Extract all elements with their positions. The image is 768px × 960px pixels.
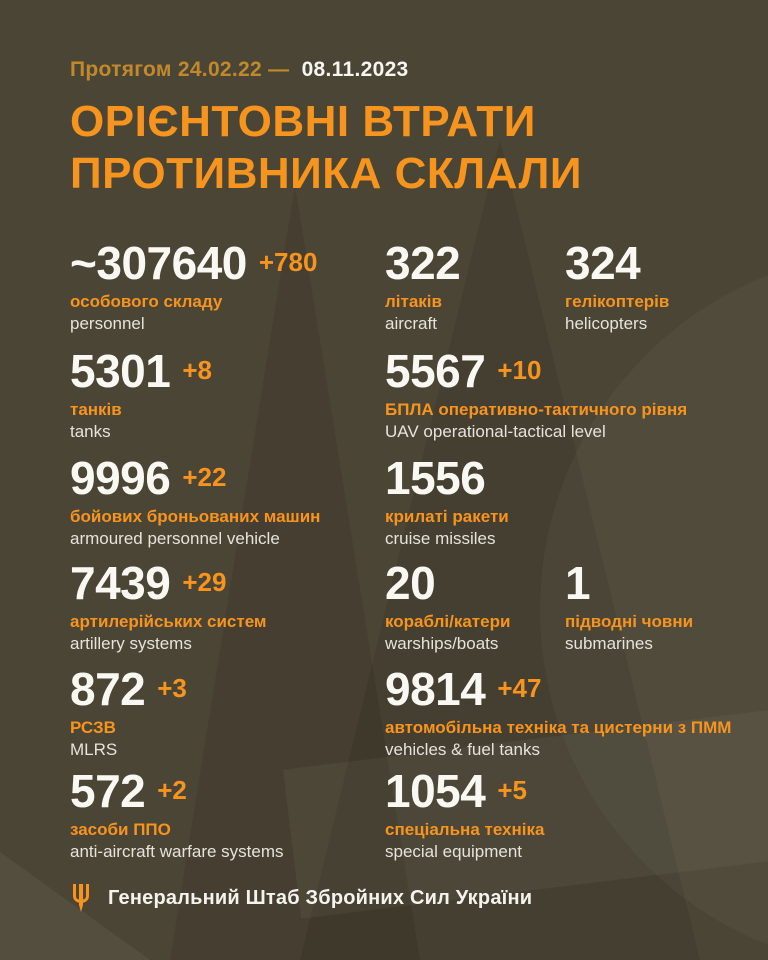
stat-value: 5567 bbox=[385, 345, 486, 397]
stat-block-tanks bbox=[70, 345, 212, 442]
stat-label-en: armoured personnel vehicle bbox=[70, 529, 280, 548]
stat-block-personnel bbox=[70, 237, 318, 334]
stat-label-uk: автомобільна техніка та цистерни з ПММ bbox=[385, 718, 732, 737]
stat-delta: +29 bbox=[182, 567, 227, 597]
date-range-prefix: Протягом 24.02.22 — bbox=[70, 58, 290, 81]
stat-label-en: artillery systems bbox=[70, 634, 192, 653]
tryzub-trident-icon bbox=[70, 884, 92, 912]
stat-block-uav bbox=[385, 345, 688, 442]
stat-label-uk: особового складу bbox=[70, 292, 223, 311]
stat-delta: +780 bbox=[258, 247, 318, 277]
date-current: 08.11.2023 bbox=[301, 58, 409, 81]
stat-label-en: personnel bbox=[70, 314, 145, 333]
stat-delta: +47 bbox=[497, 673, 542, 703]
stat-delta: +10 bbox=[497, 355, 542, 385]
stat-value: 7439 bbox=[70, 557, 171, 609]
stat-label-en: special equipment bbox=[385, 842, 523, 861]
stat-label-en: aircraft bbox=[385, 314, 437, 333]
stat-label-en: tanks bbox=[70, 422, 111, 441]
stat-value: 9814 bbox=[385, 663, 486, 715]
stat-label-uk: крилаті ракети bbox=[385, 507, 509, 526]
stat-label-uk: РСЗВ bbox=[70, 718, 116, 737]
stat-block-submarines bbox=[565, 557, 694, 654]
stat-value: 9996 bbox=[70, 452, 171, 504]
stat-label-en: vehicles & fuel tanks bbox=[385, 740, 540, 759]
stat-label-en: submarines bbox=[565, 634, 653, 653]
stat-block-helicopters bbox=[565, 237, 670, 334]
stat-label-uk: бойових броньованих машин bbox=[70, 507, 321, 526]
stat-delta: +5 bbox=[497, 775, 527, 805]
stat-label-uk: гелікоптерів bbox=[565, 292, 670, 311]
page-title bbox=[70, 96, 582, 200]
stat-value: ~307640 bbox=[70, 237, 247, 289]
stat-value: 1556 bbox=[385, 452, 486, 504]
stat-value: 5301 bbox=[70, 345, 171, 397]
footer-organization: Генеральний Штаб Збройних Сил України bbox=[108, 886, 533, 909]
stat-label-uk: підводні човни bbox=[565, 612, 694, 631]
stat-block-aircraft bbox=[385, 237, 472, 334]
stat-block-warships bbox=[385, 557, 511, 654]
stat-block-vehicles-fuel-tanks bbox=[385, 663, 732, 760]
stat-label-en: cruise missiles bbox=[385, 529, 496, 548]
stat-delta: +22 bbox=[182, 462, 227, 492]
page-title-line1: ОРІЄНТОВНІ ВТРАТИ bbox=[70, 97, 536, 146]
stat-block-armoured-vehicles bbox=[70, 452, 321, 549]
stat-delta: +3 bbox=[157, 673, 187, 703]
stat-block-mlrs bbox=[70, 663, 187, 760]
stat-value: 322 bbox=[385, 237, 461, 289]
stat-value: 572 bbox=[70, 765, 146, 817]
page-title-line2: ПРОТИВНИКА СКЛАЛИ bbox=[70, 149, 582, 198]
stat-delta: +8 bbox=[182, 355, 212, 385]
stat-label-en: MLRS bbox=[70, 740, 118, 759]
stat-label-en: UAV operational-tactical level bbox=[385, 422, 606, 441]
stat-block-special-equipment bbox=[385, 765, 545, 862]
stat-label-uk: артилерійських систем bbox=[70, 612, 267, 631]
stat-value: 324 bbox=[565, 237, 641, 289]
stat-value: 1054 bbox=[385, 765, 486, 817]
stat-label-uk: кораблі/катери bbox=[385, 612, 511, 631]
stat-label-en: warships/boats bbox=[385, 634, 499, 653]
stat-block-cruise-missiles bbox=[385, 452, 509, 549]
stat-label-uk: танків bbox=[70, 400, 122, 419]
stat-label-uk: літаків bbox=[385, 292, 442, 311]
stat-value: 1 bbox=[565, 557, 591, 609]
stat-label-uk: спеціальна техніка bbox=[385, 820, 545, 839]
stat-label-uk: БПЛА оперативно-тактичного рівня bbox=[385, 400, 688, 419]
stat-block-anti-aircraft bbox=[70, 765, 284, 862]
footer bbox=[70, 884, 532, 912]
stat-delta: +2 bbox=[157, 775, 187, 805]
date-range bbox=[70, 58, 409, 82]
stat-label-uk: засоби ППО bbox=[70, 820, 171, 839]
stat-block-artillery bbox=[70, 557, 267, 654]
stat-label-en: anti-aircraft warfare systems bbox=[70, 842, 284, 861]
stat-value: 872 bbox=[70, 663, 146, 715]
stat-value: 20 bbox=[385, 557, 436, 609]
stat-label-en: helicopters bbox=[565, 314, 648, 333]
